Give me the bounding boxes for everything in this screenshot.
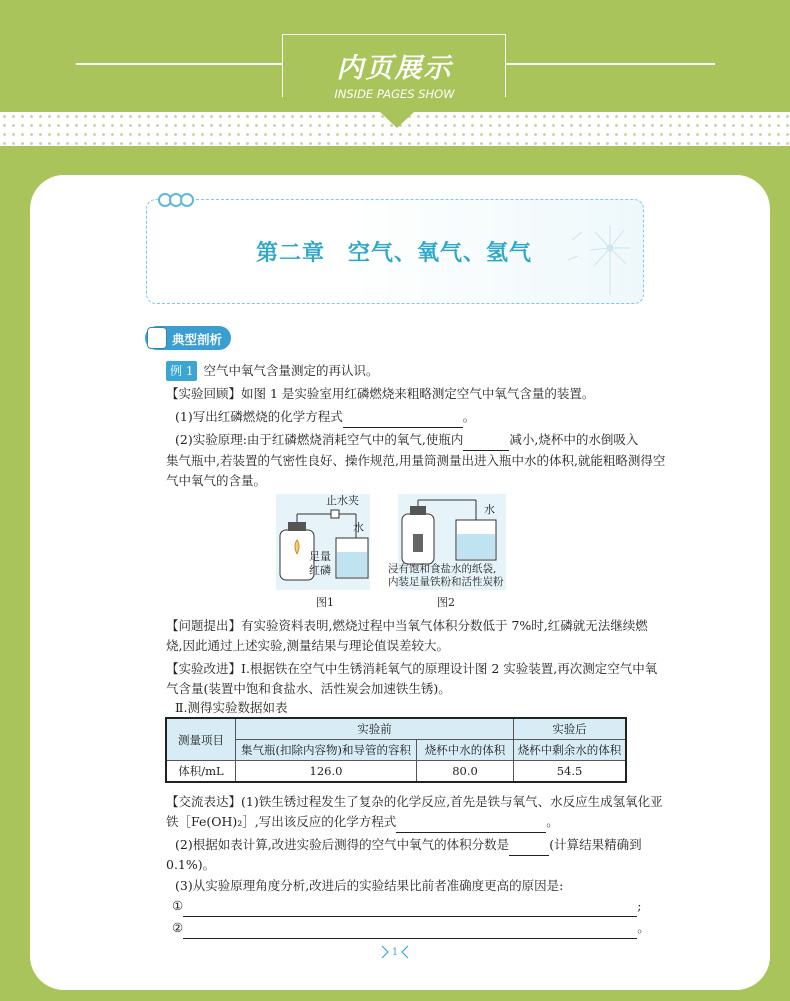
fig1-label-clamp: 止水夹 [326, 494, 359, 507]
paragraph-discuss-line-1: 【交流表达】(1)铁生锈过程发生了复杂的化学反应,首先是铁与氧气、水反应生成氢氧化亚 [166, 794, 663, 809]
answer-line-2 [172, 918, 650, 939]
discuss-text: 铁［Fe(OH)₂］,写出该反应的化学方程式 [166, 814, 397, 829]
header-rule-left [76, 63, 282, 65]
example-line [166, 361, 378, 381]
page-number: 1 [391, 947, 399, 958]
table-cell: 80.0 [417, 761, 514, 783]
beaker-water [337, 552, 367, 577]
notebook-icon [147, 327, 167, 349]
answer-blank [183, 896, 637, 917]
answer-1-end: ; [637, 898, 642, 913]
question-2-line-1 [175, 430, 638, 451]
fig2-label-1: 浸有饱和食盐水的纸袋, [388, 563, 497, 575]
header-subtitle: INSIDE PAGES SHOW [334, 87, 455, 101]
flame [295, 540, 299, 554]
answer-2-end: 。 [637, 920, 650, 935]
answer-blank [509, 835, 549, 856]
answer-blank [463, 430, 509, 451]
spiral-ring-icon [180, 193, 194, 207]
header-rule-right [505, 63, 715, 65]
figure-1-caption: 图1 [316, 596, 334, 609]
table-header-after: 实验后 [514, 718, 627, 740]
clamp [331, 510, 339, 518]
question-2-line-3: 气中氧气的含量。 [166, 473, 267, 488]
table-subheader-2: 烧杯中水的体积 [417, 740, 514, 761]
table-cell: 54.5 [514, 761, 627, 783]
discuss-end: 。 [546, 814, 559, 829]
fig2-label-2: 内装足量铁粉和活性炭粉 [388, 576, 504, 588]
table-header-item: 测量项目 [166, 718, 236, 761]
question-1-text: (1)写出红磷燃烧的化学方程式 [175, 409, 343, 424]
paragraph-reason: (3)从实验原理角度分析,改进后的实验结果比前者准确度更高的原因是: [175, 878, 564, 893]
calc-text-cont: (计算结果精确到 [549, 837, 642, 852]
paragraph-improve-line-2: 气含量(装置中饱和食盐水、活性炭会加速铁生锈)。 [166, 681, 451, 696]
example-tag: 例 1 [166, 361, 197, 381]
answer-2-mark: ② [172, 920, 184, 935]
data-table [165, 717, 627, 783]
paragraph-discuss-line-2 [166, 812, 559, 833]
header-title: 内页展示 [336, 53, 453, 84]
table-header-before: 实验前 [236, 718, 514, 740]
paragraph-improve-line-1: 【实验改进】Ⅰ.根据铁在空气中生锈消耗氧气的原理设计图 2 实验装置,再次测定空气中氧 [166, 661, 658, 676]
table-subheader-3: 烧杯中剩余水的体积 [514, 740, 627, 761]
paragraph-question-line-1: 【问题提出】有实验资料表明,燃烧过程中当氧气体积分数低于 7%时,红磷就无法继续燃 [166, 618, 648, 633]
answer-line-1 [172, 896, 641, 917]
beaker-2-water [457, 534, 495, 559]
bottle-stopper-2 [410, 506, 426, 515]
example-text: 空气中氧气含量测定的再认识。 [203, 363, 379, 378]
table-subheader-1: 集气瓶(扣除内容物)和导管的容积 [236, 740, 417, 761]
question-2-text: (2)实验原理:由于红磷燃烧消耗空气中的氧气,使瓶内 [175, 432, 464, 447]
table-cell: 126.0 [236, 761, 417, 783]
paragraph-calc-line-2: 0.1%)。 [166, 857, 216, 872]
question-1-end: 。 [462, 409, 476, 424]
chapter-title: 第二章 空气、氧气、氢气 [255, 240, 532, 266]
paragraph-improve-line-3: Ⅱ.测得实验数据如表 [175, 700, 288, 715]
section-title: 典型剖析 [172, 332, 223, 347]
paragraph-calc-line-1 [175, 835, 642, 856]
fig1-label-p2: 红磷 [309, 564, 331, 577]
question-2-text-cont: 减小,烧杯中的水倒吸入 [509, 432, 639, 447]
question-2-line-2: 集气瓶中,若装置的气密性良好、操作规范,用量筒测量出进入瓶中水的体积,就能粗略测得空 [166, 453, 666, 468]
answer-blank [183, 918, 637, 939]
table-row [166, 761, 626, 783]
table-row-label: 体积/mL [166, 761, 236, 783]
header-notch [380, 112, 414, 128]
paragraph-review: 【实验回顾】如图 1 是实验室用红磷燃烧来粗略测定空气中氧气含量的装置。 [166, 386, 595, 401]
figure-2-caption: 图2 [437, 596, 455, 609]
fig2-label-water: 水 [484, 503, 495, 516]
calc-text: (2)根据如表计算,改进实验后测得的空气中氧气的体积分数是 [175, 837, 510, 852]
answer-blank [396, 812, 546, 833]
question-1 [175, 407, 475, 428]
iron-powder-bag [413, 534, 423, 552]
answer-blank [343, 407, 463, 428]
fig1-label-p1: 足量 [309, 550, 331, 563]
fig1-label-water: 水 [353, 521, 364, 534]
answer-1-mark: ① [172, 898, 184, 913]
paragraph-question-line-2: 烧,因此通过上述实验,测量结果与理论值误差较大。 [166, 638, 449, 653]
bottle-stopper [288, 522, 306, 531]
